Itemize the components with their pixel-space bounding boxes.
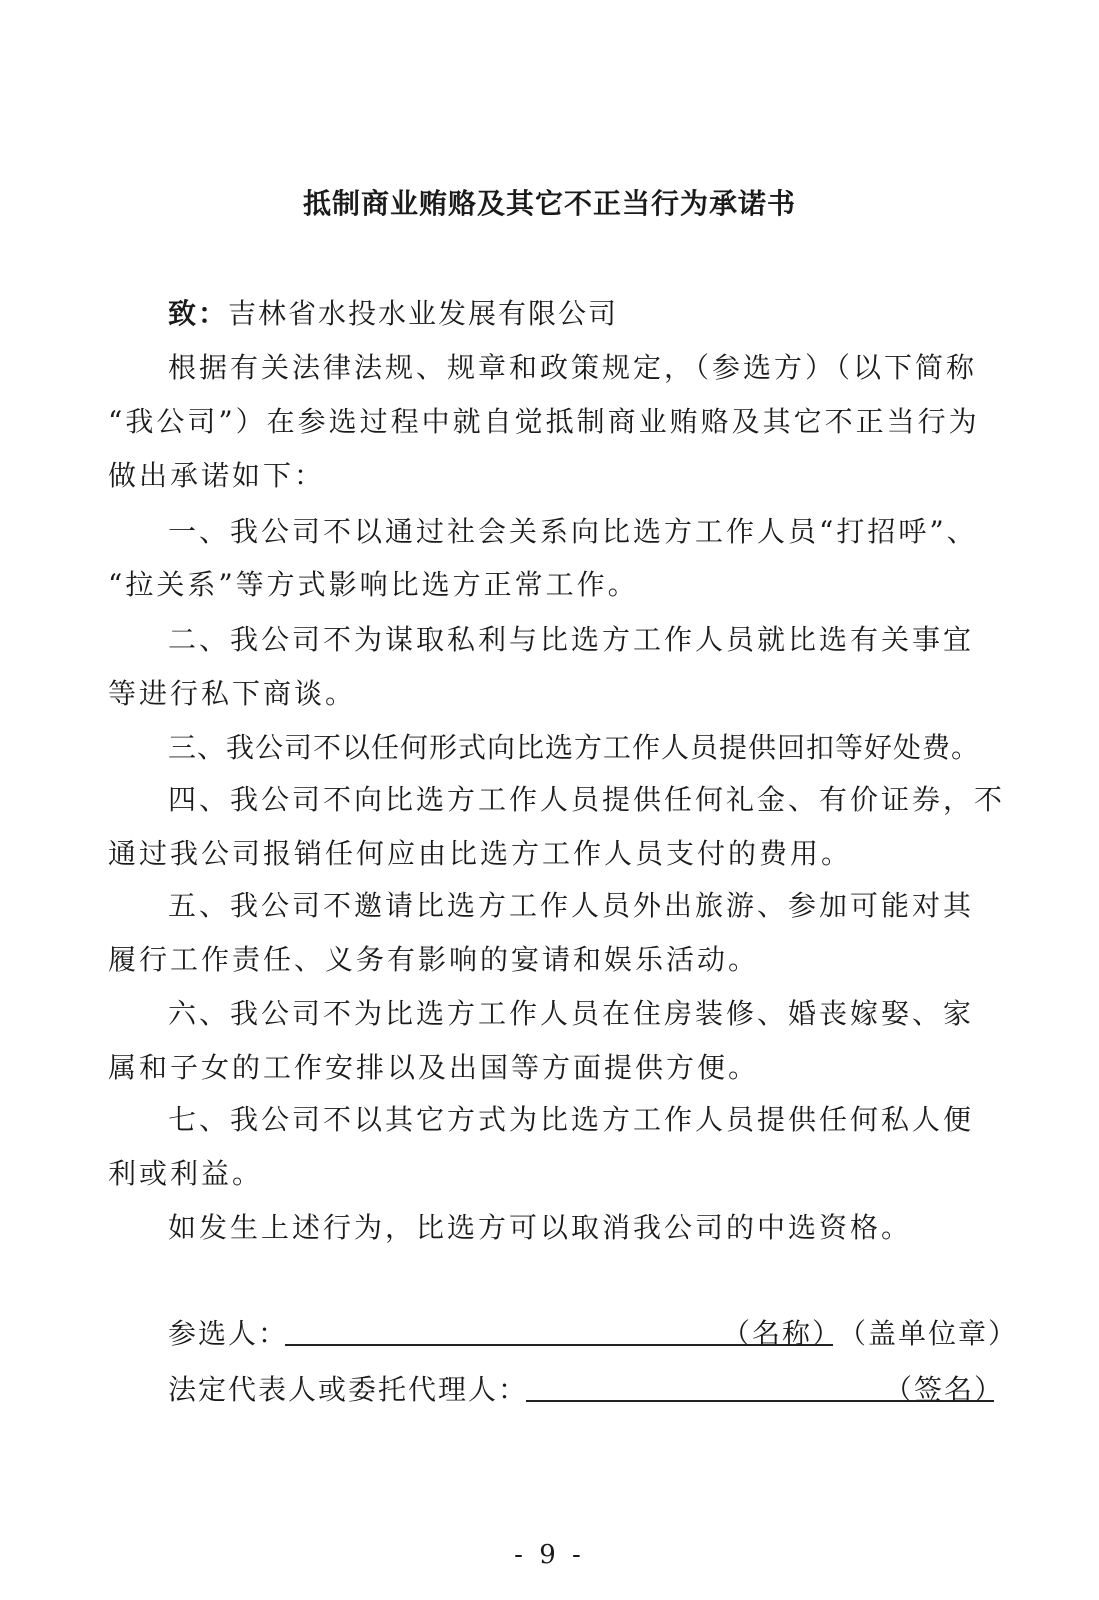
body-line: 履行工作责任、义务有影响的宴请和娱乐活动。 (108, 943, 760, 976)
participant-seal-suffix: （盖单位章） (838, 1317, 1019, 1350)
representative-signature-suffix: （签名） (884, 1373, 1005, 1406)
document-title: 抵制商业贿赂及其它不正当行为承诺书 (302, 187, 796, 220)
body-line: 做出承诺如下： (108, 459, 326, 492)
body-line: 通过我公司报销任何应由比选方工作人员支付的费用。 (108, 837, 853, 870)
addressee-lead: 致： (168, 297, 229, 330)
page-number: - 9 - (514, 1540, 585, 1570)
representative-label: 法定代表人或委托代理人： (168, 1373, 529, 1406)
body-line: 三、我公司不以任何形式向比选方工作人员提供回扣等好处费。 (168, 731, 981, 764)
body-line: 利或利益。 (108, 1157, 264, 1190)
addressee (168, 292, 618, 332)
body-line: 一、我公司不以通过社会关系向比选方工作人员“打招呼”、 (168, 515, 978, 548)
participant-name-suffix: （名称） (722, 1317, 843, 1350)
body-line: “我公司”）在参选过程中就自觉抵制商业贿赂及其它不正当行为 (108, 405, 980, 438)
participant-label: 参选人： (168, 1317, 289, 1350)
body-line: 根据有关法律法规、规章和政策规定，（参选方）（以下简称 (168, 351, 978, 384)
body-line: 六、我公司不为比选方工作人员在住房装修、婚丧嫁娶、家 (168, 997, 975, 1030)
body-line: 七、我公司不以其它方式为比选方工作人员提供任何私人便 (168, 1103, 975, 1136)
body-line: “拉关系”等方式影响比选方正常工作。 (108, 568, 639, 601)
addressee-name: 吉林省水投水业发展有限公司 (228, 297, 619, 330)
body-line: 四、我公司不向比选方工作人员提供任何礼金、有价证券，不 (168, 783, 1006, 816)
body-line: 二、我公司不为谋取私利与比选方工作人员就比选有关事宜 (168, 623, 975, 656)
body-line: 五、我公司不邀请比选方工作人员外出旅游、参加可能对其 (168, 889, 975, 922)
body-line: 等进行私下商谈。 (108, 677, 357, 710)
body-line: 如发生上述行为，比选方可以取消我公司的中选资格。 (168, 1211, 913, 1244)
body-line: 属和子女的工作安排以及出国等方面提供方便。 (108, 1051, 760, 1084)
